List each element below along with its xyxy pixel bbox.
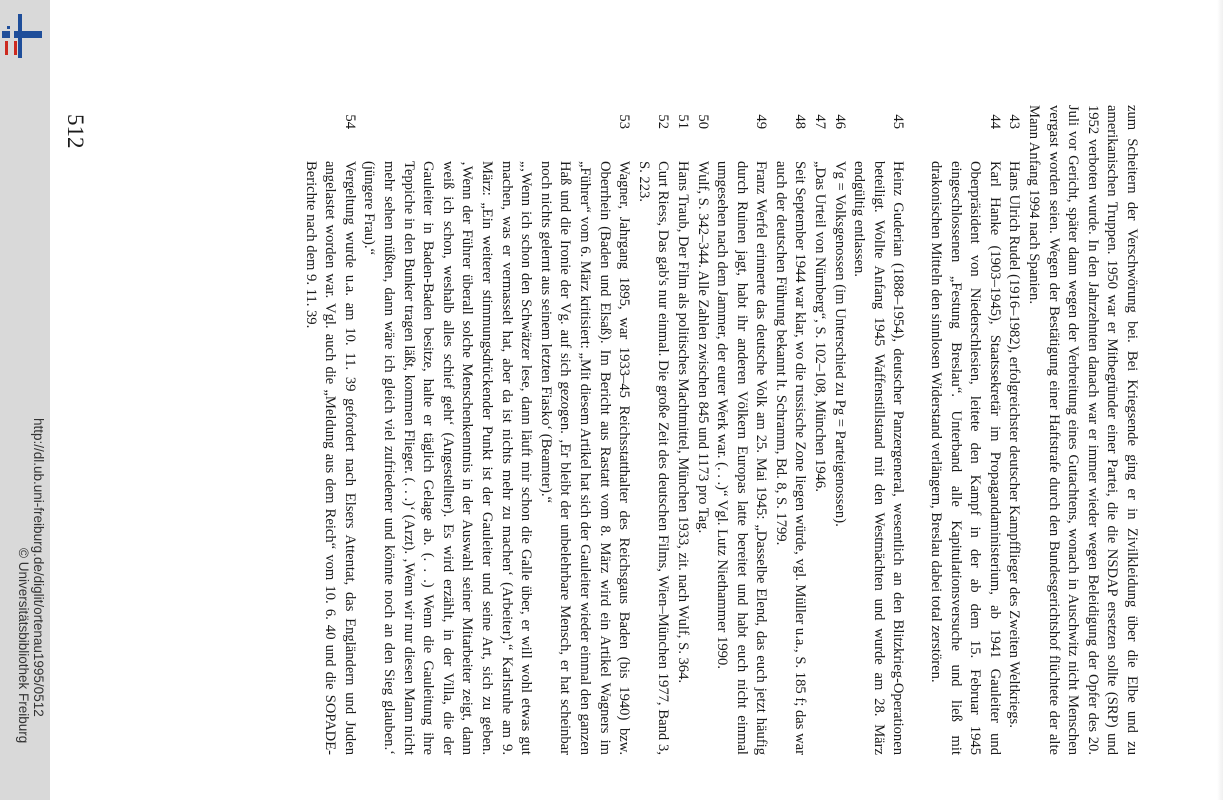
footnote-45 [849, 105, 908, 755]
footnote-number: 53 [616, 114, 633, 129]
footnote-text: Vergeltung wurde u.a. am 10. 11. 39 gefordert nach Elsers Attentat, das Engländern und Juden angelastet worden war. Vgl. auch die „Meldung aus dem Reich“ vom 10. 6. 40 und die SOPADE-Berichte nach dem 9. 11. 39. [302, 161, 358, 755]
footnote-46 [829, 105, 849, 755]
footnote-54 [300, 105, 359, 755]
footnote-51 [672, 105, 692, 755]
footnote-text: Hans Traub, Der Film als politisches Machtmittel, München 1933, zit. nach Wulf, S. 364. [674, 161, 691, 684]
footnote-53-continued [359, 105, 535, 755]
footnote-47 [810, 105, 830, 755]
footnote-text: Hans Ulrich Rudel (1916–1982), erfolgreichster deutscher Kampfflieger des Zweiten Weltkriegs. [1006, 161, 1023, 728]
footnote-number: 49 [753, 114, 770, 129]
footnote-number: 46 [831, 114, 848, 129]
page-number: 512 [63, 114, 88, 149]
footnote-number: 54 [341, 114, 358, 129]
footnote-53 [535, 105, 633, 755]
footnote-number: 43 [1006, 114, 1023, 129]
footnote-text: Vg = Volksgenossen (im Unterschied zu Pg = Parteigenossen). [831, 161, 848, 527]
footnote-49 [712, 105, 771, 755]
page-edge [1217, 0, 1223, 800]
footnote-number: 45 [890, 114, 907, 129]
library-logo-icon [2, 14, 42, 58]
viewer-sidebar [0, 0, 50, 800]
copyright-text: © Universitätsbibliothek Freiburg [16, 548, 31, 744]
continuation-paragraph: zum Scheitern der Verschwörung bei. Bei Kriegsende ging er in Zivilkleidung über die Elbe und zu amerikanischen Truppen. 1950 war er Mitbegründer einer Partei, die die NSDAP ersetzen sollte (SRP) und 1952 verboten wurde. In den Jahrzehnten danach war er immer wieder wegen Beleidigung der Opfer des 20. Juli vor Gericht, später dann wegen der Verbreitung eines Gutachtens, wonach in Auschwitz nicht Menschen vergast worden seien. Wegen der Bestätigung einer Haftstrafe durch den Bundesgerichtshof flüchtete der alte Mann Anfang 1994 nach Spanien. [1026, 105, 1140, 755]
footnote-43 [1004, 105, 1024, 755]
footnote-text: „‚Wenn ich schon den Schwätzer lese, dann läuft mir schon die Galle über, er will wohl etwas gut machen, was er vermasselt hat, aber da ist nichts mehr zu machen‘ (Arbeiter).“ Karlsruhe am 9. März: „Ein weiterer stimmungsdrückender Punkt ist der Gauleiter und seine Art, sich zu geben. ‚Wenn der Führer überall solche Menschenkenntnis in der Auswahl seiner Mitarbeiter zeigt, dann weiß ich schon, weshalb alles schief geht‘ (Angestellter). Es wird erzählt, in der Villa, die der Gauleiter in Baden-Baden besitze, halte er täglich Gelage ab. (. . .) Wenn die Gauleitung ihre Teppiche in den Bunker tragen läßt, kommen Flieger. (. . .)‘ (Arzt). ‚Wenn wir nur diesen Mann nicht mehr sehen müßten, dann wäre ich gleich viel zufriedener und könnte noch an den Sieg glauben.‘ (jüngere Frau).“ [361, 161, 535, 755]
footnote-52 [633, 105, 672, 755]
document-url[interactable]: http://dl.ub.uni-freiburg.de/diglit/ortenau1995/0512 [31, 418, 46, 717]
footnote-50 [692, 105, 712, 755]
footnote-number: 50 [694, 114, 711, 129]
footnote-text: Curt Riess, Das gab's nur einmal. Die große Zeit des deutschen Films, Wien–München 1977, Band 3, S. 223. [635, 161, 672, 755]
footnote-text: Heinz Guderian (1888–1954), deutscher Panzergeneral, wesentlich an den Blitzkrieg-Operationen beteiligt. Wollte Anfang 1945 Waffenstillstand mit den Westmächten und wurde am 28. März endgültig entlassen. [851, 161, 907, 755]
footnote-text: „Das Urteil von Nürnberg“, S. 102–108, München 1946. [812, 161, 829, 492]
footnote-44 [925, 105, 1003, 755]
footnote-text: Wulf, S. 342–344. Alle Zahlen zwischen 845 und 1173 pro Tag. [694, 161, 711, 534]
footnote-text: Wagner, Jahrgang 1895, war 1933–45 Reichsstatthalter des Reichsgaus Baden (bis 1940) bzw. Oberrhein (Baden und Elsaß). Im Bericht aus Rastatt vom 8. März wird ein Artikel Wagners im „Führer“ vom 6. März kritisiert: „Mit diesem Artikel hat sich der Gauleiter wieder einmal den ganzen Haß und die Ironie der Vg. auf sich gezogen. ‚Er bleibt der unbelehrbare Mensch, er hat scheinbar noch nichts gelernt aus seinem letzten Fiasko‘ (Beamter).“ [537, 161, 633, 755]
footnote-number: 44 [986, 114, 1003, 129]
footnote-number: 47 [812, 114, 829, 129]
footnote-text: Karl Hanke (1903–1945), Staatssekretär im Propagandaministerium, ab 1941 Gauleiter und Oberpräsident von Niederschlesien, leitete den Kampf in der ab dem 15. Februar 1945 eingeschlossenen „Festung Breslau“. Unterband alle Kapitulationsversuche und ließ mit drakonischen Mitteln den sinnlosen Widerstand verlängern, Breslau dabei total zerstören. [928, 161, 1003, 755]
footnote-number: 51 [674, 114, 691, 129]
footnote-number: 48 [792, 114, 809, 129]
footnote-text: Franz Werfel erinnerte das deutsche Volk am 25. Mai 1945: „Dasselbe Elend, das euch jetzt häufig durch Ruinen jagt, habt ihr anderen Völkern Europas latte bereitet und habt euch nicht einmal umgesehen nach dem Jammer, der eurer Werk war. (. . .)“ Vgl. Lutz Niethammer 1990. [714, 161, 770, 755]
footnote-48 [770, 105, 809, 755]
footnote-text: Seit September 1944 war klar, wo die russische Zone liegen würde, vgl. Müller u.a., S. 185 f; das war auch der deutschen Führung bekannt lt. Schramm, Bd. 8, S. 1799. [772, 161, 809, 755]
footnotes-page [300, 105, 1141, 755]
footnote-number: 52 [655, 114, 672, 129]
